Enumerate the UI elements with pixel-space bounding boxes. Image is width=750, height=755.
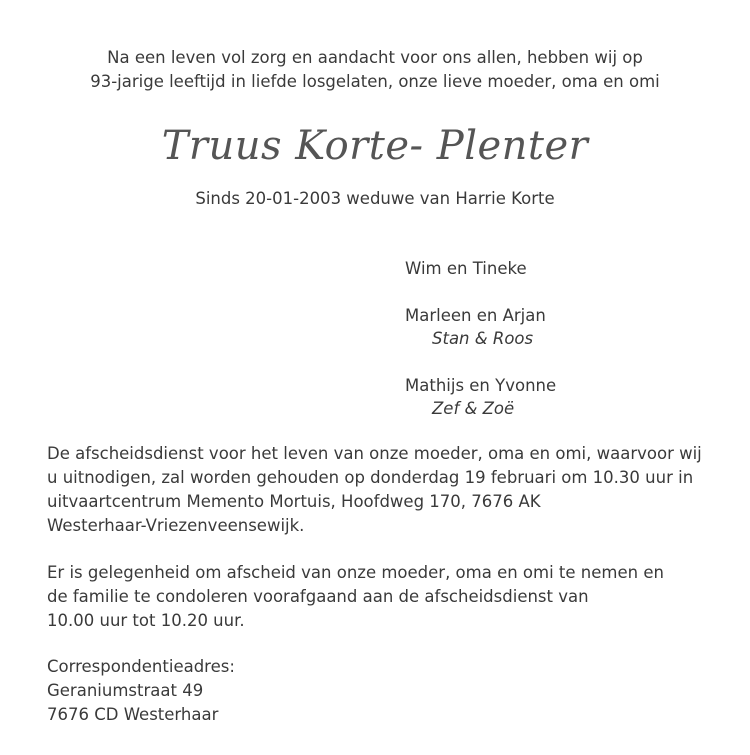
address-city: 7676 CD Westerhaar [47,705,219,724]
widow-line: Sinds 20-01-2003 weduwe van Harrie Korte [195,189,555,208]
family-parents-3: Mathijs en Yvonne [405,376,557,395]
condolence-line-2: de familie te condoleren voorafgaand aan de afscheidsdienst van [47,587,589,606]
service-line-3: uitvaartcentrum Memento Mortuis, Hoofdweg 170, 7676 AK [47,492,541,511]
service-line-4: Westerhaar-Vriezenveensewijk. [47,516,305,535]
family-parents-2: Marleen en Arjan [405,306,546,325]
service-line-1: De afscheidsdienst voor het leven van onze moeder, oma en omi, waarvoor wij [47,444,702,463]
family-parents-1: Wim en Tineke [405,259,527,278]
intro-line-1: Na een leven vol zorg en aandacht voor ons allen, hebben wij op [107,48,643,67]
family-children-3: Zef & Zoë [432,399,515,418]
address-street: Geraniumstraat 49 [47,681,204,700]
family-children-2: Stan & Roos [432,329,534,348]
intro-line-2: 93-jarige leeftijd in liefde losgelaten, onze lieve moeder, oma en omi [90,72,660,91]
address-label: Correspondentieadres: [47,657,235,676]
condolence-line-3: 10.00 uur tot 10.20 uur. [47,611,245,630]
deceased-name: Truus Korte- Plenter [161,123,589,169]
condolence-line-1: Er is gelegenheid om afscheid van onze moeder, oma en omi te nemen en [47,563,664,582]
service-line-2: u uitnodigen, zal worden gehouden op donderdag 19 februari om 10.30 uur in [47,468,694,487]
